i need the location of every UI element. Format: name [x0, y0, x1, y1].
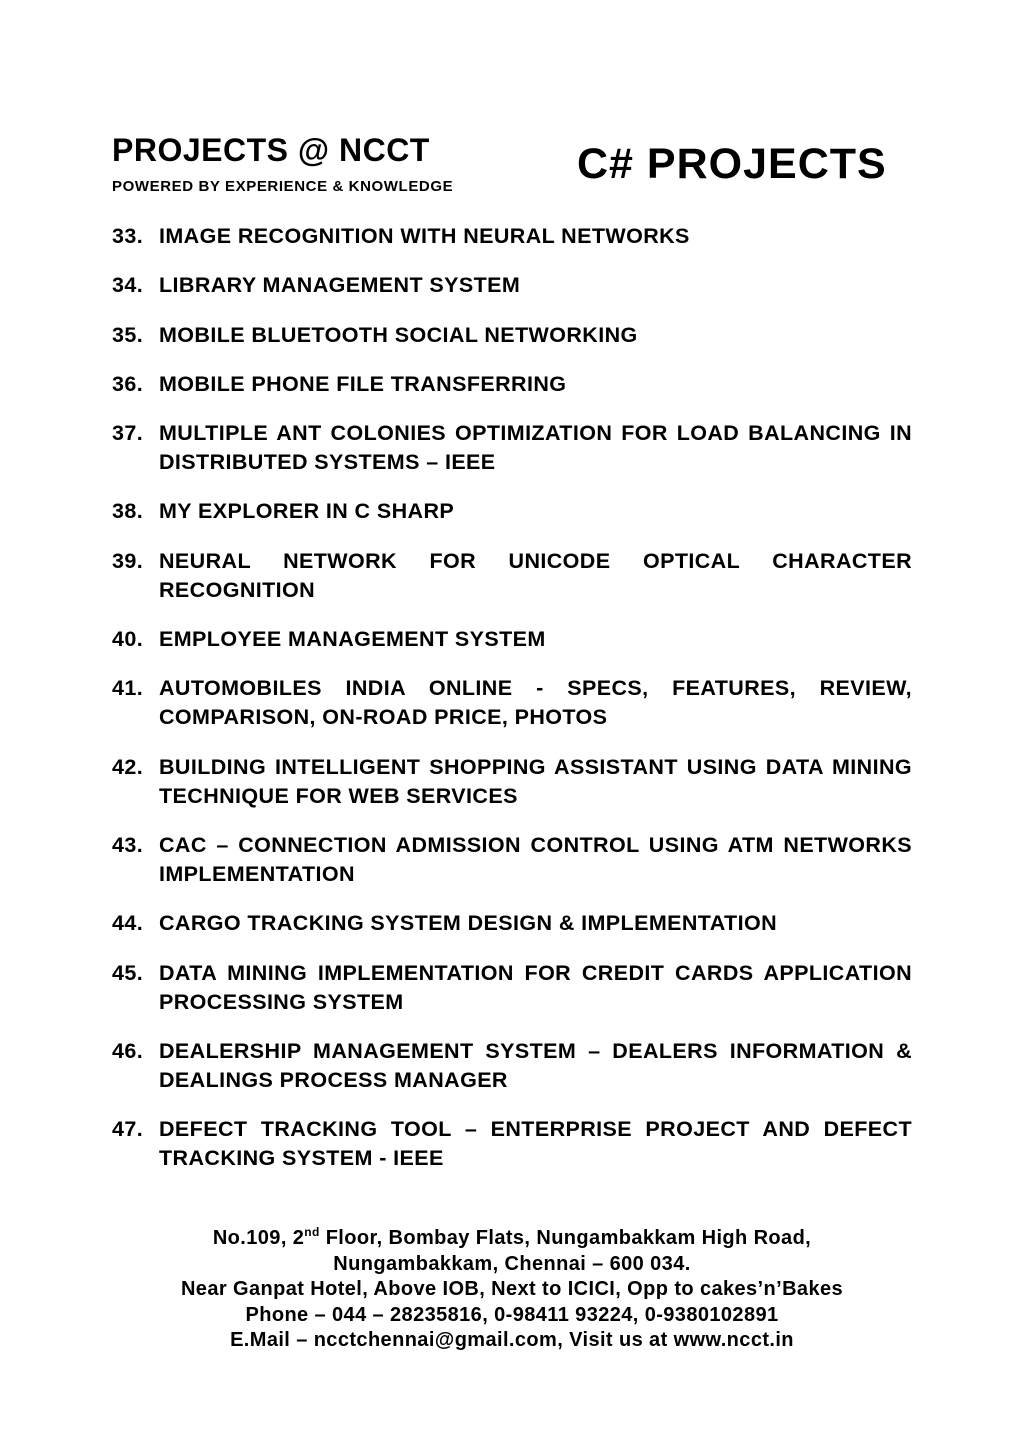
item-text: MULTIPLE ANT COLONIES OPTIMIZATION FOR LOAD BALANCING IN DISTRIBUTED SYSTEMS – IEEE — [159, 421, 912, 475]
item-number: 35. — [112, 322, 144, 347]
brand-tagline: POWERED BY EXPERIENCE & KNOWLEDGE — [112, 178, 454, 195]
item-text: CARGO TRACKING SYSTEM DESIGN & IMPLEMENTATION — [159, 911, 778, 936]
item-number: 42. — [112, 754, 144, 779]
footer-landmark: Near Ganpat Hotel, Above IOB, Next to ICICI, Opp to cakes’n’Bakes — [180, 1278, 844, 1300]
item-number: 45. — [112, 960, 144, 985]
list-item — [112, 959, 912, 1017]
footer-email: E.Mail – ncctchennai@gmail.com, Visit us at www.ncct.in — [230, 1329, 794, 1351]
address-prefix: No.109, 2 — [212, 1227, 305, 1249]
footer-address — [112, 1226, 912, 1252]
page-header — [112, 132, 912, 202]
list-item — [112, 674, 912, 732]
item-number: 47. — [112, 1117, 144, 1142]
item-text: AUTOMOBILES INDIA ONLINE - SPECS, FEATURES, REVIEW, COMPARISON, ON-ROAD PRICE, PHOTOS — [159, 676, 912, 730]
list-item — [112, 625, 912, 654]
item-text: MOBILE PHONE FILE TRANSFERRING — [159, 371, 567, 396]
list-item — [112, 370, 912, 399]
item-number: 40. — [112, 627, 144, 652]
item-number: 41. — [112, 676, 144, 701]
item-number: 44. — [112, 911, 144, 936]
item-number: 39. — [112, 548, 144, 573]
list-item — [112, 1115, 912, 1173]
item-text: DEFECT TRACKING TOOL – ENTERPRISE PROJECT AND DEFECT TRACKING SYSTEM - IEEE — [159, 1117, 912, 1171]
address-superscript: nd — [304, 1225, 320, 1239]
item-number: 46. — [112, 1038, 144, 1063]
list-item — [112, 419, 912, 477]
list-item — [112, 831, 912, 889]
project-list — [112, 222, 912, 1193]
item-number: 34. — [112, 273, 144, 298]
item-text: EMPLOYEE MANAGEMENT SYSTEM — [159, 627, 546, 652]
item-text: BUILDING INTELLIGENT SHOPPING ASSISTANT USING DATA MINING TECHNIQUE FOR WEB SERVICES — [159, 754, 912, 808]
footer-phone: Phone – 044 – 28235816, 0-98411 93224, 0-9380102891 — [245, 1303, 779, 1326]
contact-footer — [112, 1226, 912, 1354]
item-text: MY EXPLORER IN C SHARP — [159, 499, 455, 524]
list-item — [112, 909, 912, 938]
item-number: 36. — [112, 371, 144, 396]
footer-city: Nungambakkam, Chennai – 600 034. — [333, 1252, 691, 1275]
item-text: NEURAL NETWORK FOR UNICODE OPTICAL CHARACTER RECOGNITION — [159, 548, 912, 602]
brand-title: PROJECTS @ NCCT — [112, 132, 430, 168]
item-text: LIBRARY MANAGEMENT SYSTEM — [159, 273, 521, 298]
list-item — [112, 753, 912, 811]
item-number: 38. — [112, 499, 144, 524]
list-item — [112, 271, 912, 300]
item-text: DATA MINING IMPLEMENTATION FOR CREDIT CARDS APPLICATION PROCESSING SYSTEM — [159, 960, 912, 1014]
item-number: 33. — [112, 224, 144, 248]
item-text: IMAGE RECOGNITION WITH NEURAL NETWORKS — [159, 224, 690, 248]
section-title: C# PROJECTS — [577, 140, 887, 188]
list-item — [112, 321, 912, 350]
address-suffix: Floor, Bombay Flats, Nungambakkam High Road, — [319, 1227, 812, 1249]
item-text: CAC – CONNECTION ADMISSION CONTROL USING ATM NETWORKS IMPLEMENTATION — [159, 832, 912, 886]
list-item — [112, 1037, 912, 1095]
item-text: DEALERSHIP MANAGEMENT SYSTEM – DEALERS INFORMATION & DEALINGS PROCESS MANAGER — [159, 1038, 912, 1092]
list-item — [112, 497, 912, 526]
list-item — [112, 547, 912, 605]
item-number: 37. — [112, 421, 144, 446]
item-text: MOBILE BLUETOOTH SOCIAL NETWORKING — [159, 322, 638, 347]
item-number: 43. — [112, 832, 144, 857]
list-item — [112, 222, 912, 251]
